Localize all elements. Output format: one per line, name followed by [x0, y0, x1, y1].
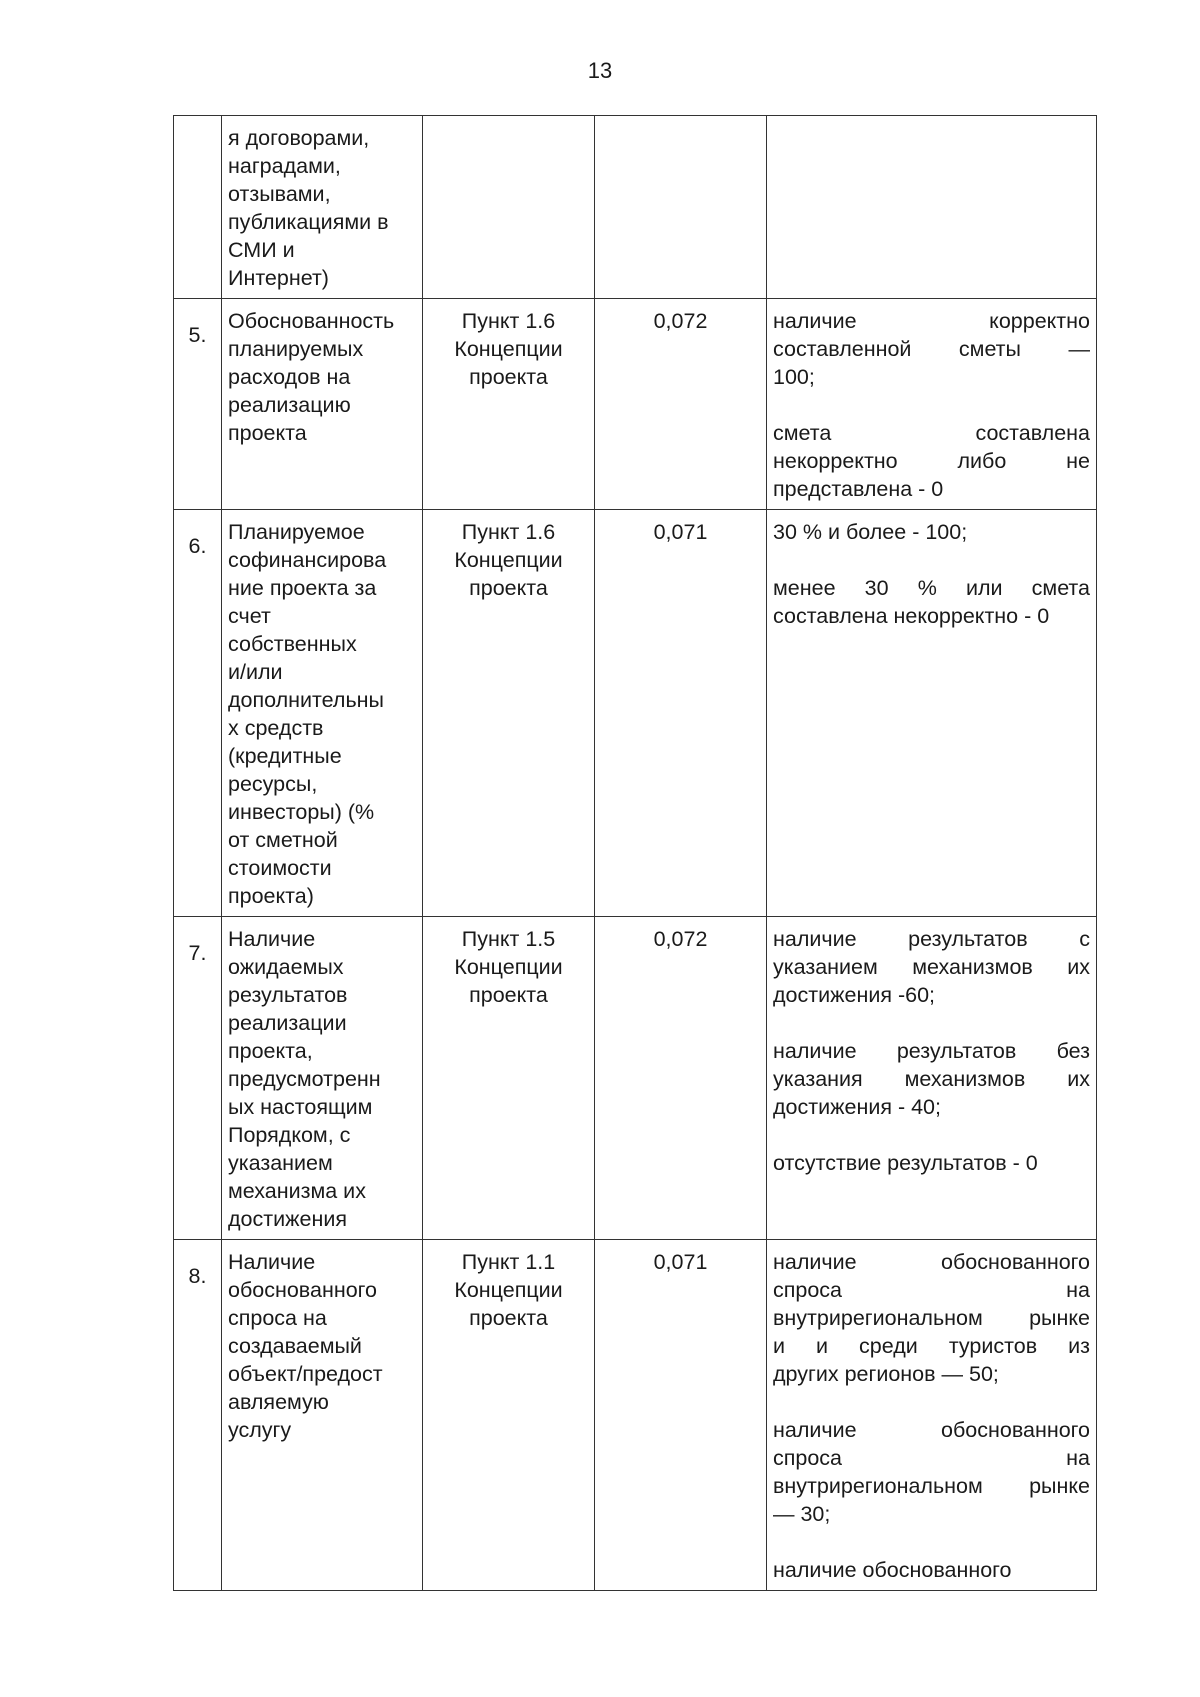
- criterion-name-line: х средств: [228, 716, 324, 740]
- score-line: менее 30 % или смета: [773, 576, 1090, 600]
- criterion-name-line: наградами,: [228, 154, 341, 178]
- weight-cell: 0,072: [595, 917, 767, 1240]
- source-line: Пункт 1.6: [461, 309, 556, 333]
- criterion-name-line: создаваемый: [228, 1334, 362, 1358]
- criterion-name-line: Порядком, с: [228, 1123, 351, 1147]
- criterion-name-line: Планируемое: [228, 520, 365, 544]
- criterion-name-line: Обоснованность: [228, 309, 395, 333]
- score-line: и и среди туристов из: [773, 1334, 1090, 1358]
- score-paragraph: [773, 1037, 1090, 1121]
- criterion-name-line: ресурсы,: [228, 772, 318, 796]
- score-line: наличие результатов без: [773, 1039, 1090, 1063]
- weight-cell: 0,071: [595, 510, 767, 917]
- criterion-name-line: указанием: [228, 1151, 333, 1175]
- criterion-name-cell: [222, 510, 423, 917]
- criterion-name-line: авляемую: [228, 1390, 329, 1414]
- score-line: смета составлена: [773, 421, 1090, 445]
- criterion-name-line: ых настоящим: [228, 1095, 373, 1119]
- score-paragraph: [773, 574, 1090, 630]
- criterion-name-line: софинансирова: [228, 548, 387, 572]
- criterion-name-line: дополнительны: [228, 688, 384, 712]
- score-line: — 30;: [773, 1502, 831, 1526]
- criterion-name-line: Наличие: [228, 927, 316, 951]
- criteria-table: [173, 115, 1097, 1591]
- score-line: достижения -60;: [773, 983, 935, 1007]
- table-row: [174, 116, 1097, 299]
- source-line: Пункт 1.5: [461, 927, 556, 951]
- row-number-cell: 7.: [174, 917, 222, 1240]
- source-line: Концепции: [454, 1278, 563, 1302]
- source-line: проекта: [469, 576, 548, 600]
- criterion-name-line: расходов на: [228, 365, 351, 389]
- source-line: проекта: [469, 1306, 548, 1330]
- criterion-name-line: достижения: [228, 1207, 347, 1231]
- score-line: наличие результатов с: [773, 927, 1090, 951]
- score-line: представлена - 0: [773, 477, 944, 501]
- row-number-cell: 8.: [174, 1240, 222, 1591]
- table-row: [174, 1240, 1097, 1591]
- weight-cell: [595, 116, 767, 299]
- source-cell: [423, 510, 595, 917]
- source-cell: [423, 917, 595, 1240]
- source-cell: [423, 1240, 595, 1591]
- score-line: некорректно либо не: [773, 449, 1090, 473]
- table-row: [174, 299, 1097, 510]
- criterion-name-line: обоснованного: [228, 1278, 377, 1302]
- score-paragraph: [773, 307, 1090, 391]
- score-paragraph: [773, 1416, 1090, 1528]
- criterion-name-cell: [222, 299, 423, 510]
- source-line: Пункт 1.1: [461, 1250, 556, 1274]
- score-line: отсутствие результатов - 0: [773, 1151, 1038, 1175]
- source-line: Концепции: [454, 955, 563, 979]
- score-paragraph: [773, 1556, 1090, 1584]
- table-row: [174, 510, 1097, 917]
- criterion-name-line: результатов: [228, 983, 348, 1007]
- criterion-name-line: и/или: [228, 660, 283, 684]
- score-paragraph: [773, 419, 1090, 503]
- weight-cell: 0,071: [595, 1240, 767, 1591]
- score-line: внутрирегиональном рынке: [773, 1474, 1090, 1498]
- criterion-name-line: стоимости: [228, 856, 332, 880]
- source-line: Концепции: [454, 548, 563, 572]
- criterion-name-line: проекта): [228, 884, 314, 908]
- criterion-name-line: услугу: [228, 1418, 292, 1442]
- criterion-name-line: планируемых: [228, 337, 364, 361]
- source-line: проекта: [469, 983, 548, 1007]
- criterion-name-line: от сметной: [228, 828, 338, 852]
- score-line: указания механизмов их: [773, 1067, 1090, 1091]
- score-paragraph: [773, 518, 1090, 546]
- scores-cell: [767, 299, 1097, 510]
- score-line: наличие обоснованного: [773, 1250, 1090, 1274]
- criterion-name-line: отзывами,: [228, 182, 331, 206]
- scores-cell: [767, 1240, 1097, 1591]
- criterion-name-cell: [222, 116, 423, 299]
- scores-cell: [767, 917, 1097, 1240]
- criterion-name-line: я договорами,: [228, 126, 370, 150]
- scores-cell: [767, 116, 1097, 299]
- criterion-name-line: Наличие: [228, 1250, 316, 1274]
- score-line: наличие корректно: [773, 309, 1090, 333]
- criterion-name-line: механизма их: [228, 1179, 366, 1203]
- score-line: 30 % и более - 100;: [773, 520, 968, 544]
- criterion-name-line: СМИ и: [228, 238, 295, 262]
- score-line: наличие обоснованного: [773, 1558, 1012, 1582]
- score-line: других регионов — 50;: [773, 1362, 999, 1386]
- row-number-cell: 6.: [174, 510, 222, 917]
- criterion-name-line: спроса на: [228, 1306, 327, 1330]
- criterion-name-cell: [222, 1240, 423, 1591]
- score-paragraph: [773, 925, 1090, 1009]
- source-line: проекта: [469, 365, 548, 389]
- criterion-name-line: реализацию: [228, 393, 351, 417]
- criterion-name-cell: [222, 917, 423, 1240]
- source-cell: [423, 116, 595, 299]
- criterion-name-line: проекта,: [228, 1039, 313, 1063]
- criterion-name-line: инвесторы) (%: [228, 800, 375, 824]
- score-paragraph: [773, 1149, 1090, 1177]
- criterion-name-line: Интернет): [228, 266, 329, 290]
- scores-cell: [767, 510, 1097, 917]
- weight-cell: 0,072: [595, 299, 767, 510]
- score-line: внутрирегиональном рынке: [773, 1306, 1090, 1330]
- criterion-name-line: предусмотренн: [228, 1067, 381, 1091]
- criterion-name-line: собственных: [228, 632, 357, 656]
- source-line: Пункт 1.6: [461, 520, 556, 544]
- criterion-name-line: реализации: [228, 1011, 347, 1035]
- criterion-name-line: (кредитные: [228, 744, 342, 768]
- score-line: указанием механизмов их: [773, 955, 1090, 979]
- score-line: составлена некорректно - 0: [773, 604, 1050, 628]
- score-line: составленной сметы —: [773, 337, 1090, 361]
- row-number-cell: 5.: [174, 299, 222, 510]
- table-row: [174, 917, 1097, 1240]
- score-line: спроса на: [773, 1446, 1090, 1470]
- score-line: достижения - 40;: [773, 1095, 941, 1119]
- score-paragraph: [773, 1248, 1090, 1388]
- criterion-name-line: проекта: [228, 421, 307, 445]
- score-line: спроса на: [773, 1278, 1090, 1302]
- criterion-name-line: публикациями в: [228, 210, 389, 234]
- source-line: Концепции: [454, 337, 563, 361]
- score-line: 100;: [773, 365, 815, 389]
- criterion-name-line: счет: [228, 604, 271, 628]
- criterion-name-line: объект/предост: [228, 1362, 383, 1386]
- source-cell: [423, 299, 595, 510]
- criterion-name-line: ние проекта за: [228, 576, 377, 600]
- row-number-cell: [174, 116, 222, 299]
- criterion-name-line: ожидаемых: [228, 955, 344, 979]
- score-line: наличие обоснованного: [773, 1418, 1090, 1442]
- page-number: 13: [587, 58, 613, 83]
